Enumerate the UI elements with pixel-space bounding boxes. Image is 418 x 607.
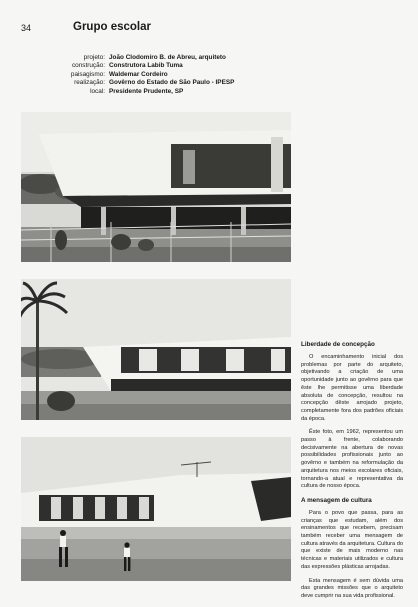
article-text [301, 341, 403, 607]
page-title: Grupo escolar [73, 21, 151, 33]
building-photo-1-image [21, 112, 291, 262]
credit-row-construction [0, 62, 234, 70]
building-photo-1 [21, 112, 291, 262]
credit-value: Govêrno do Estado de São Paulo - IPESP [109, 79, 235, 87]
credit-value: João Clodomiro B. de Abreu, arquiteto [109, 54, 226, 61]
paragraph: Êste foto, em 1962, representou um passo à frente, colaborando decisivamente na abertura de novas possibilidades profissionais junto ao govêrno e também na reformulação da arquitetura nos meios escolares oficiais, tornando-a atual e representativa da cultura de nosso época. [301, 429, 403, 490]
credit-label: local: [90, 87, 105, 95]
page-number: 34 [21, 23, 32, 33]
credit-value: Presidente Prudente, SP [109, 87, 184, 95]
credit-row-project [0, 54, 234, 62]
credit-row-landscaping [0, 71, 234, 79]
section-heading-culture: A mensagem de cultura [301, 496, 372, 504]
building-photo-2 [21, 279, 291, 420]
credit-label: realização: [74, 79, 105, 87]
credit-label: paisagismo: [70, 70, 105, 78]
paragraph: Para o povo que passa, para as crianças que estudam, além dos ensinamentos que recebem, precisam também receber uma mensagem de cultura através da arquitetura. Cultura do que existe de mais moderno nas técnicas e materiais utilizados e cultura das expressões plásticas arrojadas. [301, 509, 403, 570]
credit-label: projeto: [83, 54, 105, 61]
credit-label: construção: [71, 62, 105, 70]
credit-row-location [0, 88, 234, 96]
paragraph: O encaminhamento inicial dos problemas por parte do arquiteto, objetivando a criação de uma oportunidade junto ao govêrno para que êste lhe permitisse uma liberdade absoluta de concepção, resultou na concepção dêste arrojado projeto, completamente fora dos padrões oficiais da época. [301, 354, 403, 422]
project-credits [0, 54, 234, 96]
credit-value: Waldemar Cordeiro [109, 70, 168, 78]
credit-value: Construtora Labib Tuma [109, 62, 183, 70]
building-photo-3 [21, 437, 291, 581]
building-photo-3-image [21, 437, 291, 581]
paragraph: Esta mensagem é sem dúvida uma das grandes missões que o arquiteto deve cumprir na sua vida profissional. [301, 577, 403, 599]
section-heading-freedom: Liberdade de concepção [301, 341, 375, 348]
credit-row-realization [0, 79, 234, 87]
building-photo-2-image [21, 279, 291, 420]
